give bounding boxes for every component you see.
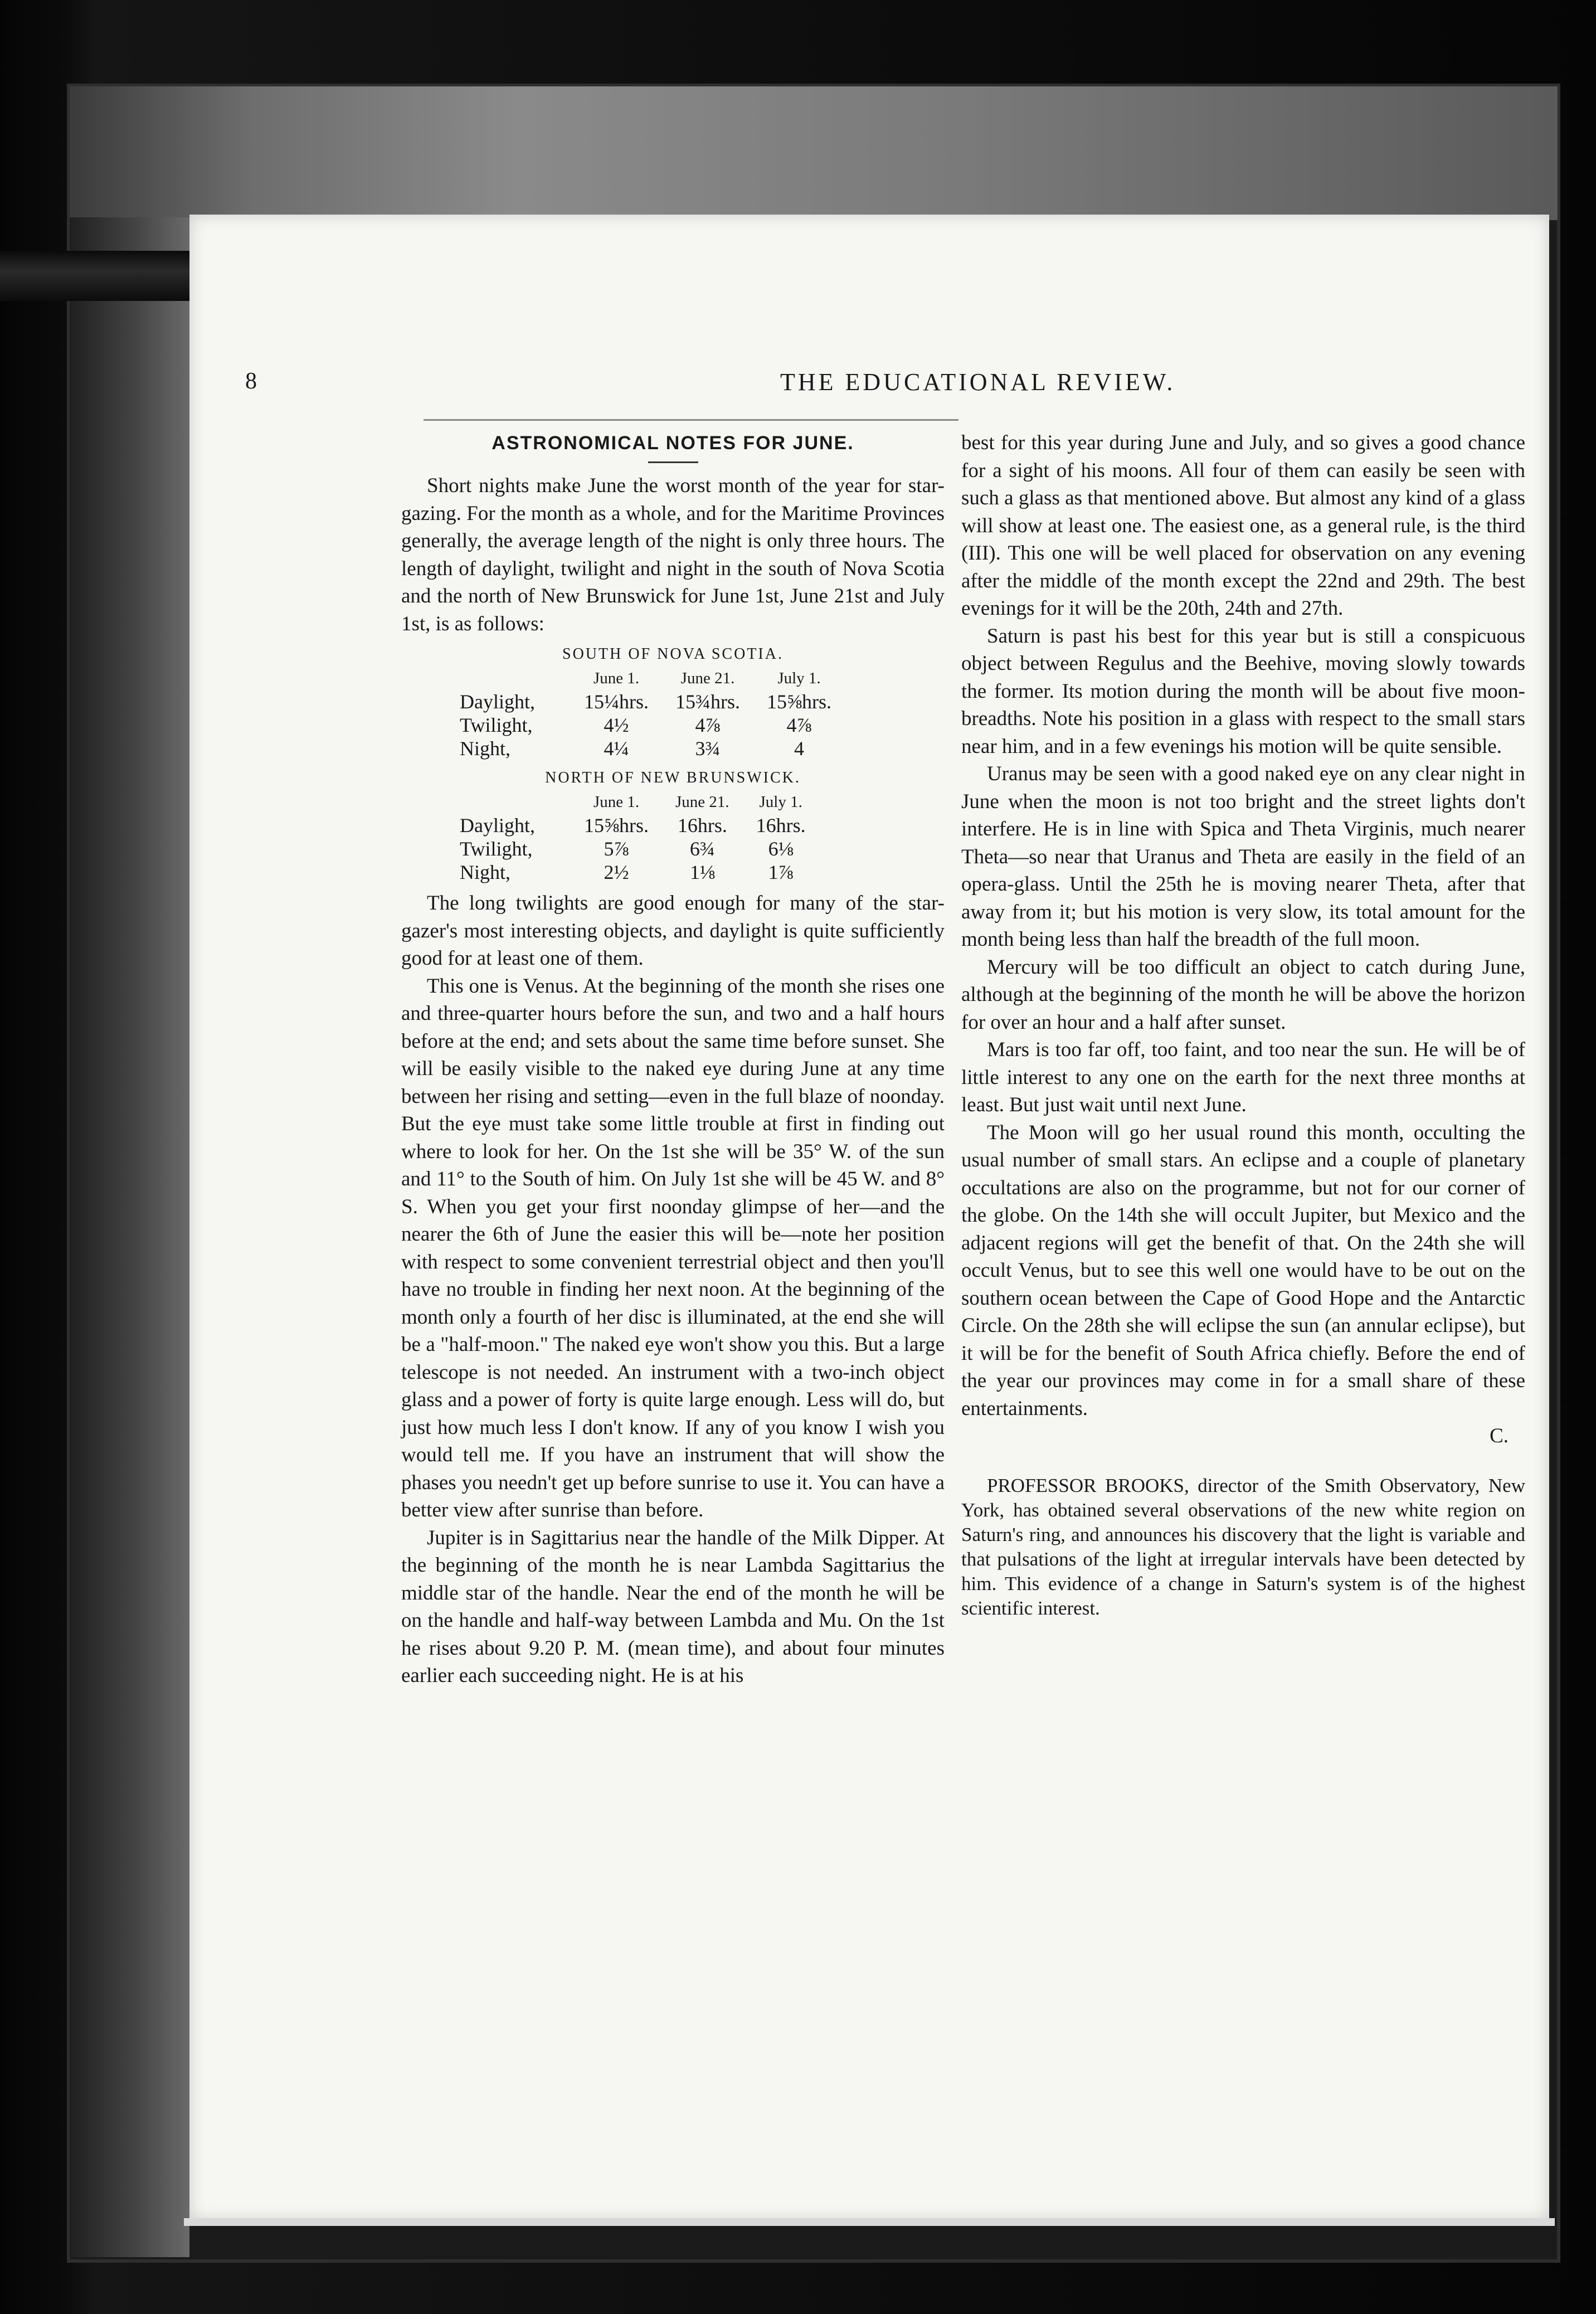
column-header: June 1. <box>593 669 640 687</box>
table-cell: 4¼ <box>604 737 629 760</box>
title-rule <box>648 461 698 463</box>
page-header <box>245 368 1471 401</box>
note-paragraph: PROFESSOR BROOKS, director of the Smith Observatory, New York, has obtained several observations of the new white region on Saturn's ring, and announces his discovery that the light is variable and that pulsations of the light at irregular intervals have been detected by him. This evidence of a change in Saturn's system is of the highest scientific interest. <box>961 1474 1525 1619</box>
paragraph-mars: Mars is too far off, too faint, and too near the sun. He will be of little interest to any one on the earth for the next three months at least. But just wait until next June. <box>961 1038 1525 1116</box>
paragraph-jupiter-continued: best for this year during June and July, and so gives a good chance for a sight of his moons. All four of them can easily be seen with such a glass as that mentioned above. But almost any kind of a glass will show at least one. The easiest one, as a general rule, is the third (III). This one will be well placed for observation on any evening after the middle of the month except the 22nd and 29th. The best evenings for it will be the 20th, 24th and 27th. <box>961 431 1525 620</box>
row-label: Twilight, <box>460 838 533 860</box>
column-header: June 21. <box>675 793 729 811</box>
paragraph-uranus: Uranus may be seen with a good naked eye on any clear night in June when the moon is not too bright and the street lights don't interfere. He is in line with Spica and Theta Virginis, much nearer Theta—so near that Uranus and Theta are easily in the field of an opera-glass. Until the 25th he is moving nearer Theta, after that away from it; but his motion is very slow, its total amount for the month being less than half the breadth of the full moon. <box>961 762 1525 951</box>
note-professor-brooks <box>961 1474 1525 1621</box>
right-column <box>961 429 1525 1621</box>
paragraph-mercury: Mercury will be too difficult an object to catch during June, although at the beginning of the month he will be above the horizon for over an hour and a half after sunset. <box>961 955 1525 1034</box>
journal-title: THE EDUCATIONAL REVIEW. <box>780 368 1176 396</box>
top-shadow <box>70 86 1558 220</box>
table-cell: 1⅛ <box>689 861 715 883</box>
left-shadow <box>70 217 189 2257</box>
row-label: Daylight, <box>460 691 535 713</box>
column-header: June 1. <box>593 793 640 811</box>
article-title: ASTRONOMICAL NOTES FOR JUNE. <box>492 432 854 454</box>
table-cell: 1⅞ <box>768 861 794 883</box>
paragraph-jupiter: Jupiter is in Sagittarius near the handle of the Milk Dipper. At the beginning of the month he is near Lambda Sagittarius the middle star of the handle. Near the end of the month he will be on the handle and half-way between Lambda and Mu. On the 1st he rises about 9.20 P. M. (mean time), and about four minutes earlier each succeeding night. He is at his <box>401 1526 945 1687</box>
paragraph-moon: The Moon will go her usual round this month, occulting the usual number of small stars. An eclipse and a couple of planetary occultations are also on the programme, but not for our corner of the globe. On the 14th she will occult Jupiter, but Mexico and the adjacent regions will get the benefit of that. On the 24th she will occult Venus, but to see this well one would have to be out on the southern ocean between the Cape of Good Hope and the Antarctic Circle. On the 28th she will eclipse the sun (an annular eclipse), but it will be for the benefit of South Africa chiefly. Before the end of the year our provinces may come in for a small share of these entertainments. <box>961 1121 1525 1420</box>
author-signature: C. <box>1490 1425 1509 1447</box>
row-label: Twilight, <box>460 714 533 736</box>
daylight-table <box>460 790 819 884</box>
table-cell: 16hrs. <box>756 814 806 837</box>
page-number: 8 <box>245 368 258 394</box>
paragraph-twilights: The long twilights are good enough for many of the star-gazer's most interesting objects, and daylight is quite sufficiently good for at least one of them. <box>401 892 945 970</box>
column-header: June 21. <box>680 669 735 687</box>
table-header-row <box>460 790 819 814</box>
daylight-table <box>460 667 845 760</box>
column-header: July 1. <box>777 669 821 687</box>
table-heading: SOUTH OF NOVA SCOTIA. <box>562 645 784 663</box>
table-cell: 3¾ <box>695 737 721 760</box>
table-south-nova-scotia <box>401 642 945 760</box>
page-bottom-edge <box>184 2218 1555 2226</box>
row-label: Night, <box>460 861 511 883</box>
table-cell: 6¾ <box>689 838 715 860</box>
table-row <box>460 814 819 837</box>
table-cell: 15¼hrs. <box>584 691 649 713</box>
column-header: July 1. <box>759 793 802 811</box>
header-rule <box>424 419 958 421</box>
table-cell: 4⅞ <box>786 714 812 736</box>
table-cell: 6⅛ <box>768 838 794 860</box>
table-north-new-brunswick <box>401 766 945 884</box>
row-label: Daylight, <box>460 814 535 837</box>
table-row <box>460 837 819 861</box>
table-cell: 4⅞ <box>695 714 721 736</box>
table-cell: 5⅞ <box>604 838 629 860</box>
table-row <box>460 690 845 713</box>
table-cell: 15¾hrs. <box>675 691 740 713</box>
table-row <box>460 737 845 760</box>
intro-paragraph: Short nights make June the worst month of the year for star-gazing. For the month as a whole, and for the Maritime Provinces generally, the average length of the night is only three hours. The length of daylight, twilight and night in the south of Nova Scotia and the north of New Brunswick for June 1st, June 21st and July 1st, is as follows: <box>401 474 945 635</box>
table-row <box>460 713 845 737</box>
table-header-row <box>460 667 845 690</box>
paragraph-saturn: Saturn is past his best for this year but is still a conspicuous object between Regulus and the Beehive, moving slowly towards the former. Its motion during the month will be about five moon-breadths. Note his position in a glass with respect to the small stars near him, and in a few evenings his motion will be quite sensible. <box>961 624 1525 758</box>
table-cell: 2½ <box>604 861 629 883</box>
table-cell: 4 <box>794 737 804 760</box>
row-label: Night, <box>460 737 511 760</box>
table-cell: 15⅝hrs. <box>584 814 649 837</box>
left-column <box>401 429 945 1690</box>
table-cell: 15⅝hrs. <box>767 691 831 713</box>
paragraph-venus: This one is Venus. At the beginning of the month she rises one and three-quarter hours before the sun, and two and a half hours before at the end; and sets about the same time before sunset. She will be easily visible to the naked eye during June at any time between her rising and setting—even in the full blaze of noonday. But the eye must take some little trouble at first in finding out where to look for her. On the 1st she will be 35° W. of the sun and 11° to the South of him. On July 1st she will be 45 W. and 8° S. When you get your first noonday glimpse of her—and the nearer the 6th of June the easier this will be—note her position with respect to some convenient terrestrial object and then you'll have no trouble in finding her next noon. At the beginning of the month only a fourth of her disc is illuminated, at the end she will be a "half-moon." The naked eye won't show you this. But a large telescope is not needed. An instrument with a two-inch object glass and a power of forty is quite large enough. Less will do, but just how much less I don't know. If any of you know I wish you would tell me. If you have an instrument that will show the phases you needn't get up before sunrise to use it. You can have a better view after sunrise than before. <box>401 974 945 1521</box>
table-cell: 16hrs. <box>677 814 727 837</box>
table-heading: NORTH OF NEW BRUNSWICK. <box>545 769 801 786</box>
table-row <box>460 861 819 884</box>
table-cell: 4½ <box>604 714 629 736</box>
